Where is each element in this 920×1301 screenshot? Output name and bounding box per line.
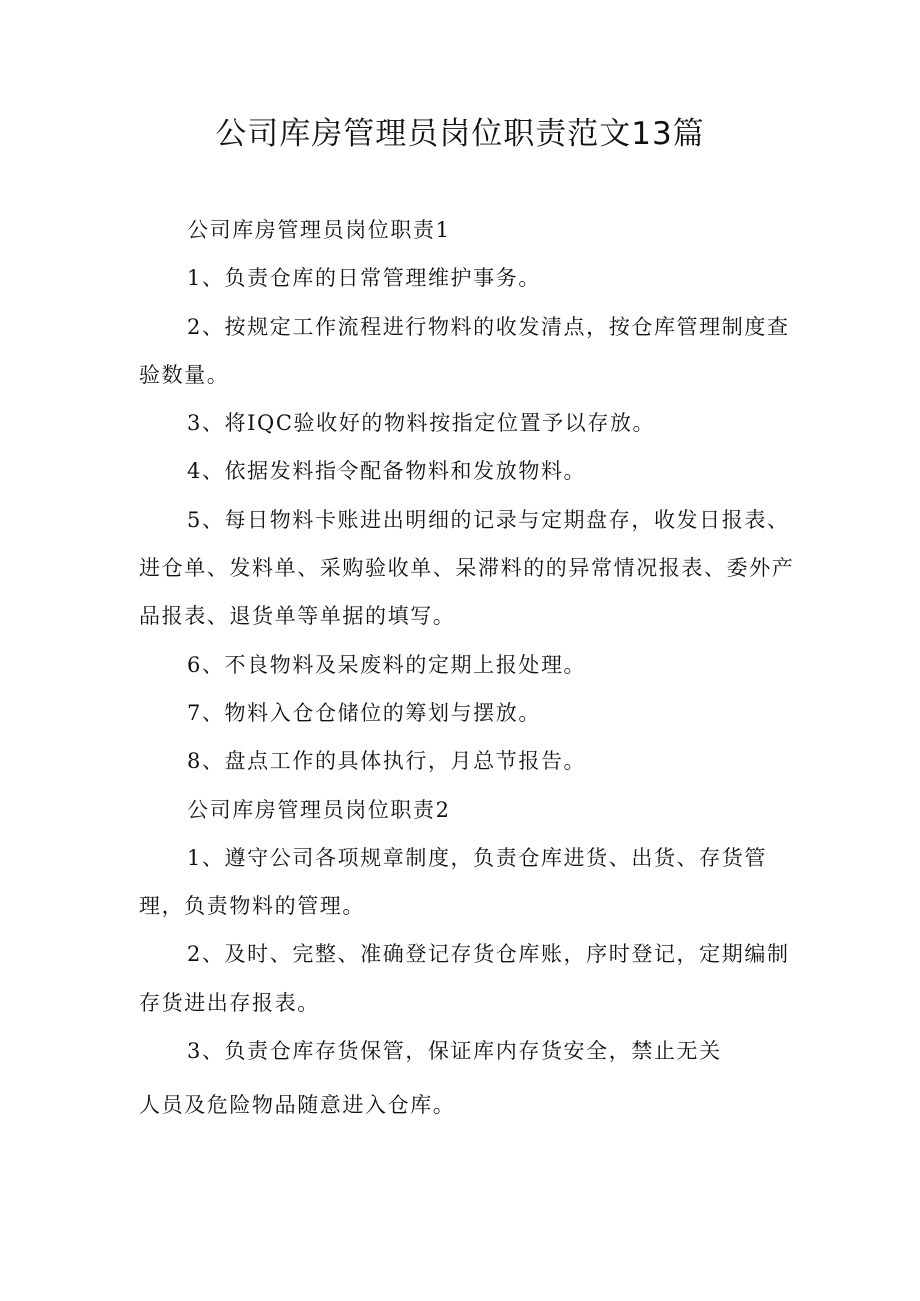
section-heading: 公司库房管理员岗位职责1 — [187, 218, 451, 242]
paragraph: 3、负责仓库存货保管，保证库内存货安全，禁止无关 — [187, 1039, 722, 1064]
paragraph: 5、每日物料卡账进出明细的记录与定期盘存，收发日报表、进仓单、发料单、采购验收单、呆滞料的的异常情况报表、委外产品报表、退货单等单据的填写。 — [139, 507, 795, 629]
paragraph: 人员及危险物品随意进入仓库。 — [139, 1093, 456, 1118]
paragraph: 1、负责仓库的日常管理维护事务。 — [187, 266, 541, 291]
paragraph: 8、盘点工作的具体执行，月总节报告。 — [187, 749, 587, 774]
paragraph: 6、不良物料及呆废料的定期上报处理。 — [187, 652, 587, 677]
paragraph: 2、按规定工作流程进行物料的收发清点，按仓库管理制度查验数量。 — [139, 314, 790, 387]
document-title: 公司库房管理员岗位职责范文13篇 — [215, 116, 705, 152]
section-heading: 公司库房管理员岗位职责2 — [187, 797, 451, 822]
paragraph: 2、及时、完整、准确登记存货仓库账，序时登记，定期编制存货进出存报表。 — [139, 942, 790, 1015]
document-body — [139, 206, 804, 1130]
paragraph: 7、物料入仓仓储位的筹划与摆放。 — [187, 700, 541, 725]
paragraph: 4、依据发料指令配备物料和发放物料。 — [187, 459, 587, 484]
paragraph: 3、将IQC验收好的物料按指定位置予以存放。 — [187, 411, 656, 436]
paragraph: 1、遵守公司各项规章制度，负责仓库进货、出货、存货管理，负责物料的管理。 — [139, 845, 767, 919]
